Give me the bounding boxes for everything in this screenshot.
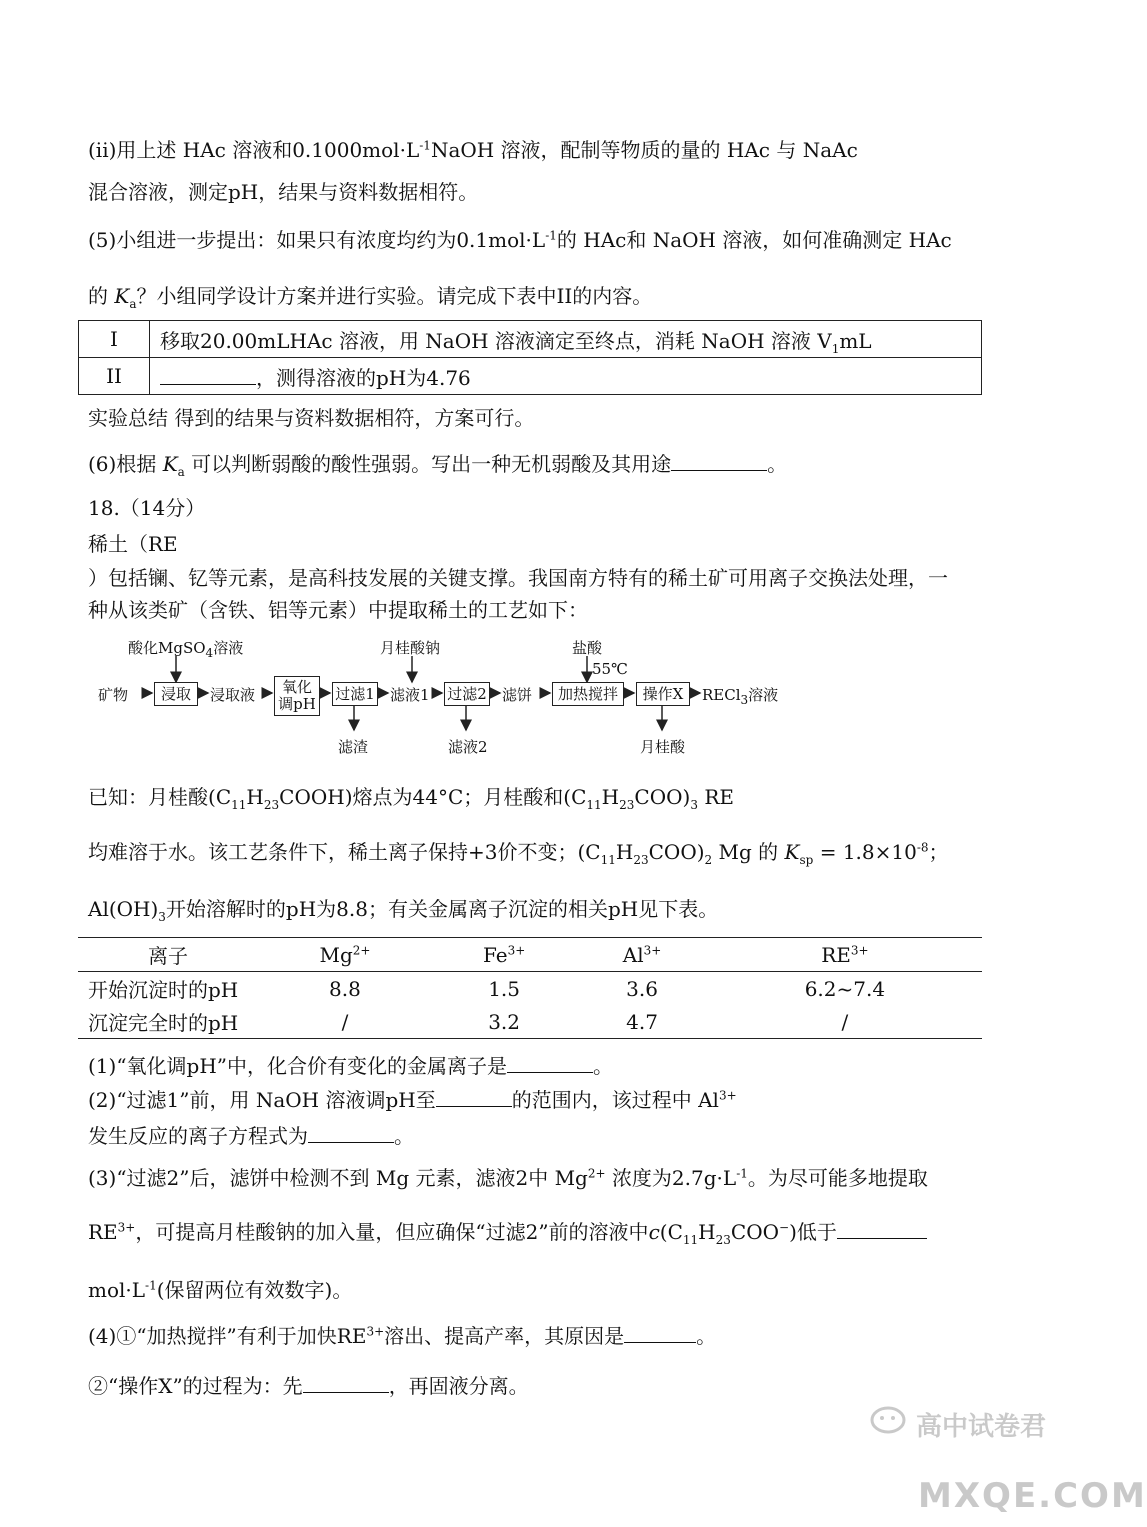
- sub: 11: [586, 798, 602, 812]
- flow-step-filter2: 过滤2: [444, 682, 490, 706]
- text: (4)①“加热搅拌”有利于加快RE: [88, 1324, 367, 1348]
- header-cell: [576, 938, 707, 972]
- text: RECl: [702, 686, 741, 704]
- answer-blank[interactable]: [303, 1374, 389, 1393]
- wechat-icon: [868, 1404, 912, 1438]
- flow-label-filtercake: 滤饼: [502, 686, 533, 704]
- sub: 11: [600, 853, 616, 867]
- text: (1)“氧化调pH”中，化合价有变化的金属离子是: [88, 1054, 508, 1078]
- q18-3b: $RE^{3+}$，可提高月桂酸钠的加入量，但应确保“过滤2”前的溶液中$c(C_{11}H_{23}COO^-)$低于: [88, 1218, 927, 1246]
- answer-blank[interactable]: [436, 1088, 512, 1107]
- text: 混合溶液，测定pH，结果与资料数据相符。: [88, 180, 479, 204]
- text: ？小组同学设计方案并进行实验。请完成下表中II的内容。: [136, 284, 653, 308]
- text: ）包括镧、钇等元素，是高科技发展的关键支撑。我国南方特有的稀土矿可用离子交换法处理，一: [88, 566, 948, 590]
- q18-3c: [88, 1276, 352, 1304]
- flow-label-filtrate2: 滤液2: [448, 738, 488, 756]
- text: 种从该类矿（含铁、铝等元素）中提取稀土的工艺如下：: [88, 598, 588, 622]
- sub: a: [129, 297, 137, 311]
- text: 可以判断弱酸的酸性强弱。写出一种无机弱酸及其用途: [191, 452, 672, 476]
- q18-3: [88, 1164, 928, 1192]
- text: 。: [767, 452, 788, 476]
- text: ②“操作X”的过程为：先: [88, 1374, 303, 1398]
- sub: sp: [799, 853, 814, 867]
- cell: 1.5: [488, 976, 521, 1001]
- sub: 23: [619, 798, 635, 812]
- precipitation-ph-table: [78, 937, 982, 1039]
- sub: 2: [704, 853, 713, 867]
- q18-2b: [88, 1122, 414, 1150]
- flow-label-leachate: 浸取液: [210, 686, 256, 704]
- text: C: [571, 785, 587, 809]
- known-line2: 均难溶于水。该工艺条件下，稀土离子保持+3价不变；$(C_{11}H_{23}COO)_2$ Mg 的 $K_{sp} = 1.8\times 10^{-8}$；: [88, 840, 949, 867]
- text: 。: [696, 1324, 717, 1348]
- sub: 23: [263, 798, 280, 812]
- text: (ii)用上述 HAc 溶液和0.1000mol·L: [88, 138, 420, 162]
- text: 溶液: [748, 686, 779, 704]
- sup: -1: [145, 1278, 157, 1293]
- sup: 3+: [850, 942, 869, 957]
- answer-blank[interactable]: [624, 1324, 696, 1343]
- flow-label-filtrate1: 滤液1: [390, 686, 430, 704]
- sup: -1: [419, 138, 431, 153]
- text: (保留两位有效数字)。: [156, 1278, 353, 1302]
- cell: II: [79, 358, 150, 395]
- header-cell: 离子: [78, 938, 258, 972]
- cell: 3.2: [432, 1005, 576, 1039]
- text: mL: [839, 328, 872, 353]
- text: (6)根据: [88, 452, 157, 476]
- text: H: [615, 840, 634, 864]
- flow-step-oxidation: [274, 676, 320, 716]
- flow-label-hcl: 盐酸: [572, 639, 603, 657]
- flow-label-recl3: [702, 684, 778, 705]
- sup: −: [779, 1220, 790, 1235]
- known-line1: 已知：月桂酸$(C_{11}H_{23}COOH)$熔点为44°C；月桂酸和$(C_{11}H_{23}COO)_3$ RE: [88, 785, 734, 812]
- sup: -1: [736, 1166, 748, 1181]
- flow-step-filter1: 过滤1: [332, 682, 378, 706]
- q18-4b: [88, 1372, 529, 1400]
- known-line3: [88, 895, 718, 923]
- q18-4: [88, 1322, 716, 1350]
- cell: 8.8: [329, 976, 361, 1001]
- text: 。为尽可能多地提取: [747, 1166, 928, 1190]
- sup: 3+: [366, 1324, 385, 1339]
- flow-label-ore: 矿物: [98, 686, 129, 704]
- header-cell: [432, 938, 576, 972]
- sub: 3: [740, 693, 749, 707]
- cell: /: [258, 1005, 432, 1039]
- sup: 3+: [718, 1088, 737, 1103]
- text: 溶出、提高产率，其原因是: [384, 1324, 625, 1348]
- text: H: [601, 785, 620, 809]
- flow-step-heat-stir: 加热搅拌: [552, 682, 624, 706]
- sub: 4: [205, 646, 214, 660]
- text: Fe: [482, 942, 508, 967]
- cell: /: [708, 1005, 982, 1039]
- sub: 11: [682, 1233, 699, 1247]
- sub: 1: [831, 341, 840, 356]
- text: ，可提高月桂酸钠的加入量，但应确保“过滤2”前的溶液中: [135, 1220, 649, 1244]
- text: 的: [88, 284, 108, 308]
- text: 调pH: [278, 695, 316, 713]
- watermark-text: 高中试卷君: [916, 1412, 1047, 1442]
- text: 浓度为2.7g·L: [611, 1166, 737, 1190]
- text: 的范围内，该过程中 Al: [511, 1088, 719, 1112]
- text: (2)“过滤1”前，用 NaOH 溶液调pH至: [88, 1088, 436, 1112]
- text: = 1.8×10: [819, 840, 917, 864]
- text: 发生反应的离子方程式为: [88, 1124, 308, 1148]
- text: COO: [648, 840, 697, 864]
- text: 酸化MgSO: [128, 639, 206, 657]
- text: C: [667, 1220, 683, 1244]
- text: COO: [730, 1220, 780, 1244]
- text: Al(OH): [88, 897, 159, 921]
- text: (3)“过滤2”后，滤饼中检测不到 Mg 元素，滤液2中 Mg: [88, 1166, 588, 1190]
- answer-blank[interactable]: [507, 1054, 593, 1073]
- ka-symbol: K: [162, 452, 178, 476]
- sup: 3+: [507, 942, 526, 957]
- header-cell: [258, 938, 432, 972]
- text: Al: [622, 942, 644, 967]
- text: 低于: [796, 1220, 837, 1244]
- text: 实验总结 得到的结果与资料数据相符，方案可行。: [88, 406, 535, 430]
- cell: 3.6: [626, 976, 658, 1001]
- text: 。: [593, 1054, 614, 1078]
- flow-label-laurate: 月桂酸钠: [380, 639, 441, 657]
- sup: 2+: [352, 942, 371, 957]
- text: C: [585, 840, 601, 864]
- text: 溶液: [213, 639, 244, 657]
- text: (5)小组进一步提出：如果只有浓度均约为0.1mol·L: [88, 228, 546, 252]
- text: COO: [634, 785, 683, 809]
- sup: 3+: [643, 942, 662, 957]
- text: H: [698, 1220, 716, 1244]
- sub: 3: [158, 910, 166, 924]
- cell: 开始沉淀时的pH: [88, 978, 239, 1002]
- table-row: [78, 1005, 982, 1039]
- sup: 3+: [117, 1220, 136, 1235]
- flow-label-lauric-acid: 月桂酸: [640, 738, 686, 756]
- text: 已知：月桂酸: [88, 785, 208, 809]
- text: 均难溶于水。该工艺条件下，稀土离子保持+3价不变；: [88, 840, 578, 864]
- text: NaOH 溶液，配制等物质的量的 HAc 与 NaAc: [430, 138, 858, 162]
- sub: 11: [231, 798, 247, 812]
- text: ；: [928, 840, 949, 864]
- sub: 3: [690, 798, 698, 812]
- text: RE: [821, 942, 851, 967]
- text: 开始溶解时的pH为8.8；有关金属离子沉淀的相关pH见下表。: [165, 897, 719, 921]
- sup: -1: [545, 228, 557, 243]
- text: Mg 的: [718, 840, 779, 864]
- text: ，测得溶液的pH为4.76: [256, 365, 471, 390]
- sub: 23: [715, 1233, 731, 1247]
- cell: 6.2~7.4: [804, 976, 886, 1001]
- text: COOH: [279, 785, 345, 809]
- text: c: [648, 1220, 660, 1244]
- cell: I: [79, 321, 150, 358]
- text: 移取20.00mLHAc 溶液，用 NaOH 溶液滴定至终点，消耗 NaOH 溶液 V: [160, 328, 832, 353]
- text: 。: [394, 1124, 414, 1148]
- ka-symbol: K: [114, 284, 130, 308]
- flow-step-operation-x: 操作X: [636, 682, 690, 706]
- flow-label-residue: 滤渣: [338, 738, 369, 756]
- flow-step-leach: 浸取: [154, 682, 198, 706]
- text: 熔点为44°C；月桂酸和: [352, 785, 564, 809]
- flow-label-temp: 55℃: [592, 660, 628, 678]
- text: C: [215, 785, 232, 809]
- text: 18.（14分）: [88, 496, 206, 520]
- sub: 23: [633, 853, 649, 867]
- text: 的 HAc和 NaOH 溶液，如何准确测定 HAc: [556, 228, 952, 252]
- text: Mg: [319, 942, 353, 967]
- text: 氧化: [281, 678, 312, 696]
- cell: 4.7: [576, 1005, 707, 1039]
- cell: 沉淀完全时的pH: [78, 1005, 258, 1039]
- text: H: [246, 785, 264, 809]
- text: RE: [88, 1220, 118, 1244]
- watermark-text: MXQE.COM: [918, 1476, 1147, 1516]
- answer-blank[interactable]: [837, 1220, 927, 1239]
- table-row: [78, 972, 982, 1006]
- header-cell: [708, 938, 982, 972]
- sup: -8: [916, 840, 929, 855]
- sup: 2+: [587, 1166, 606, 1181]
- text: 稀土（RE: [88, 532, 178, 556]
- table-header-row: [78, 938, 982, 972]
- flow-label-acid-mgso4: [128, 637, 243, 658]
- text: mol·L: [88, 1278, 146, 1302]
- sub: a: [177, 465, 185, 479]
- ksp-symbol: K: [784, 840, 800, 864]
- text: RE: [704, 785, 734, 809]
- q18-1: [88, 1052, 613, 1080]
- q18-2: [88, 1086, 737, 1114]
- answer-blank[interactable]: [308, 1124, 394, 1143]
- text: ，再固液分离。: [388, 1374, 529, 1398]
